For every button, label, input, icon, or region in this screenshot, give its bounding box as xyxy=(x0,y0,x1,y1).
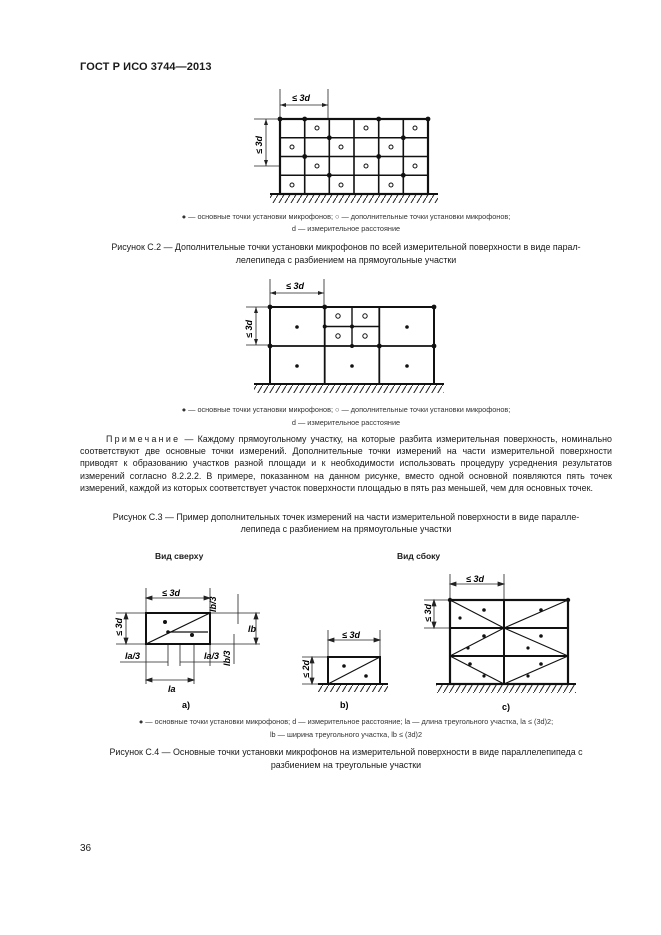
c4a-lb3-top-label: lb/3 xyxy=(208,596,218,612)
c4a-la3-right-label: la/3 xyxy=(204,651,220,661)
c4b-height-label: ≤ 2d xyxy=(301,660,311,678)
c3-width-label: ≤ 3d xyxy=(286,281,304,291)
c4-caption-line1: Рисунок С.4 — Основные точки установки микрофонов на измерительной поверхности в виде параллелепипеда с xyxy=(109,747,583,757)
c4a-lb3-bottom-label: lb/3 xyxy=(222,650,232,666)
c4a-height-label: ≤ 3d xyxy=(114,618,124,636)
c3-height-label: ≤ 3d xyxy=(244,320,254,338)
c4c-points xyxy=(448,598,570,678)
figure-c4a-diagram xyxy=(110,584,270,712)
view-top-label: Вид сверху xyxy=(155,551,204,561)
c4c-ground xyxy=(436,684,576,693)
document-header: ГОСТ Р ИСО 3744—2013 xyxy=(80,61,212,73)
c3-legend-line2: d — измерительное расстояние xyxy=(291,418,401,427)
c4a-subfig-label: a) xyxy=(182,700,191,710)
c2-width-dimension xyxy=(280,89,328,118)
figure-c2-diagram xyxy=(240,88,440,206)
c2-grid xyxy=(280,119,428,194)
note-label: Примечание xyxy=(106,434,181,444)
c2-height-dimension xyxy=(254,119,280,166)
c4c-shape xyxy=(450,600,568,684)
c4c-height-label: ≤ 3d xyxy=(423,604,433,622)
c4a-lb-label: lb xyxy=(248,624,256,634)
c4b-points xyxy=(342,664,368,678)
c4b-shape xyxy=(328,657,380,684)
c3-width-dimension xyxy=(270,279,324,306)
c2-height-label: ≤ 3d xyxy=(254,136,264,154)
figure-c3-diagram xyxy=(232,276,450,402)
c4-legend-line2: lb — ширина треугольного участка, lb ≤ (3d)2 xyxy=(269,730,423,739)
c4a-la3-left-label: la/3 xyxy=(125,651,141,661)
c4b-ground xyxy=(318,684,388,692)
c4-caption-line2: разбиением на треугольные участки xyxy=(270,760,422,770)
c4b-subfig-label: b) xyxy=(340,700,349,710)
c4-legend-line1: ● — основные точки установки микрофонов; d — измерительное расстояние; la — длина треугольного участка, la ≤ (3d)2; xyxy=(138,717,554,726)
c4a-dimensions xyxy=(116,588,260,684)
c4a-width-label: ≤ 3d xyxy=(162,588,180,598)
c3-height-dimension xyxy=(244,307,270,345)
c3-legend-line1: ● — основные точки установки микрофонов; ○ — дополнительные точки установки микрофонов; xyxy=(181,405,511,414)
figure-c4c-diagram xyxy=(420,572,580,714)
view-side-label: Вид сбоку xyxy=(397,551,441,561)
c4c-subfig-label: c) xyxy=(502,702,511,712)
figure-c4b-diagram xyxy=(292,626,392,712)
c3-caption-line2: лепипеда с разбиением на прямоугольные участки xyxy=(240,524,452,534)
c2-caption-line1: Рисунок С.2 — Дополнительные точки установки микрофонов по всей измерительной поверхности в виде парал- xyxy=(111,242,581,252)
page-number: 36 xyxy=(80,843,92,854)
c4c-width-label: ≤ 3d xyxy=(466,574,484,584)
c3-ground xyxy=(254,384,444,393)
c4a-la-label: la xyxy=(168,684,176,694)
c2-ground xyxy=(270,194,438,203)
c2-legend-line1: ● — основные точки установки микрофонов; ○ — дополнительные точки установки микрофонов; xyxy=(181,212,511,221)
note-paragraph xyxy=(80,433,612,494)
c2-caption-line2: лелепипеда с разбиением на прямоугольные участки xyxy=(235,255,457,265)
c2-width-label: ≤ 3d xyxy=(292,93,310,103)
c4a-shape xyxy=(146,613,210,644)
c2-legend-line2: d — измерительное расстояние xyxy=(291,224,401,233)
c4b-width-label: ≤ 3d xyxy=(342,630,360,640)
note-text: — Каждому прямоугольному участку, на которые разбита измерительная поверхность, номинально соответствуют две основные точки измерений. Дополнительные точки измерений на части измерительной поверхности приводят к образованию участков разной площади и к необходимости использовать процедуру усреднения результатов измерений согласно 8.2.2.2. В примере, показанном на данном рисунке, вместо одной основной появляются пять точек измерений, каждой из которых соответствует участок поверхности площадью в пять раз меньшей, чем для основных точек. xyxy=(80,434,612,493)
c3-caption-line1: Рисунок С.3 — Пример дополнительных точек измерений на части измерительной поверхности в виде паралле- xyxy=(112,512,580,522)
